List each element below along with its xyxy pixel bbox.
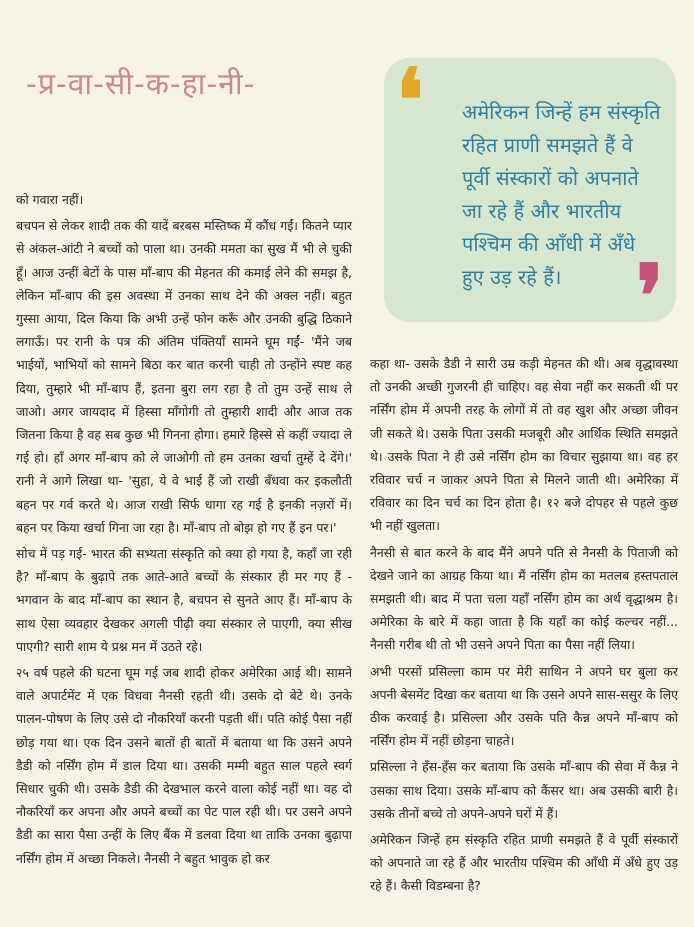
paragraph: प्रसिल्ला ने हँस-हँस कर बताया कि उसके माँ-बाप की सेवा में कैन्न ने उसका साथ दिया। उसके माँ-बाप को कैंसर था। अब उसकी बारी है। उसके तीनों बच्चे तो अपने-अपने घरों में हैं। (370, 759, 678, 821)
paragraph: सोच में पड़ गई- भारत की सभ्यता संस्कृति को क्या हो गया है, कहाँ जा रही है? माँ-बाप के बुढ़ापे तक आते-आते बच्चों के संस्कार ही मर गए हैं - भगवान के बाद माँ-बाप का स्थान है, बचपन से सुनते आए हैं। माँ-बाप के साथ ऐसा व्यवहार देखकर अगली पीढ़ी क्या संस्कार ले पाएगी, क्या सीख पाएगी? सारी शाम ये प्रश्न मन में उठते रहे। (16, 546, 352, 654)
close-quote-icon: ❜ (636, 246, 664, 347)
paragraph: नैनसी से बात करने के बाद मैंने अपने पति से नैनसी के पिताजी को देखने जाने का आग्रह किया था। मैं नर्सिंग होम का मतलब हस्तपताल समझती थी। बाद में पता चला यहाँ नर्सिंग होम का अर्थ वृद्धाश्रम है। अमेरिका के बारे में कहा जाता है कि यहाँ का कोई कल्चर नहीं... नैनसी गरीब थी तो भी उसने अपने पिता का पैसा नहीं लिया। (370, 544, 678, 653)
right-column (370, 352, 678, 901)
left-column (16, 188, 352, 873)
paragraph: कहा था- उसके डैडी ने सारी उम्र कड़ी मेहनत की थी। अब वृद्धावस्था तो उनकी अच्छी गुजरनी ही चाहिए। वह सेवा नहीं कर सकती थी पर नर्सिंग होम में अपनी तरह के लोगों में तो वह खुश और अच्छा जीवन जी सकते थे। उसके पिता उसकी मजबूरी और आर्थिक स्थिति समझते थे। उसके पिता ने ही उसे नर्सिंग होम का विचार सुझाया था। वह हर रविवार चर्च न जाकर अपने पिता से मिलने जाती थी। अमेरिका में रविवार का दिन चर्च का दिन होता है। १२ बजे दोपहर से पहले कुछ भी नहीं खुलता। (370, 356, 678, 534)
pull-quote-box (384, 50, 676, 347)
paragraph: बचपन से लेकर शादी तक की यादें बरबस मस्तिष्क में कौंध गईं। कितने प्यार से अंकल-आंटी ने बच्चों को पाला था। उनकी ममता का सुख मैं भी ले चुकी हूँ। आज उन्हीं बेटों के पास माँ-बाप की मेहनत की कमाई लेने की समझ है, लेकिन माँ-बाप की इस अवस्था में उनका साथ देने की अक्ल नहीं। बहुत गुस्सा आया, दिल किया कि अभी उन्हें फोन करूँ और उनकी बुद्धि ठिकाने लगाऊँ। पर रानी के पत्र की अंतिम पंक्तियाँ सामने घूम गईं- 'मैंने जब भाईयों, भाभियों को सामने बिठा कर बात करनी चाही तो उन्होंने स्पष्ट कह दिया, तुम्हारे भी माँ-बाप हैं, इतना बुरा लग रहा है तो तुम उन्हें साथ ले जाओ। अगर जायदाद में हिस्सा माँगोगी तो तुम्हारी शादी और आज तक जितना किया है वह सब कुछ भी गिनना होगा। हमारे हिस्से से कहीं ज्यादा ले गई हो। हाँ अगर माँ-बाप को ले जाओगी तो हम उनका खर्चा तुम्हें दे देंगे।' रानी ने आगे लिखा था- 'सुहा, ये वे भाई हैं जो राखी बँधवा कर इकलौती बहन पर गर्व करते थे। आज राखी सिर्फ धागा रह गई है इनकी नज़रों में। बहन पर किया खर्चा गिना जा रहा है। माँ-बाप तो बोझ हो गए हैं इन पर।' (16, 218, 352, 535)
paragraph: २५ वर्ष पहले की घटना घूम गई जब शादी होकर अमेरिका आई थी। सामने वाले अपार्टमेंट में एक विधवा नैनसी रहती थी। उसके दो बेटे थे। उनके पालन-पोषण के लिए उसे दो नौकरियाँ करनी पड़ती थीं। पति कोई पैसा नहीं छोड़ गया था। एक दिन उसने बातों ही बातों में बताया था कि उसने अपने डैडी को नर्सिंग होम में डाल दिया था। उसकी मम्मी बहुत साल पहले स्वर्ग सिधार चुकी थी। उसके डैडी की देखभाल करने वाला कोई नहीं था। वह दो नौकरियाँ कर अपना और अपने बच्चों का पेट पाल रही थी। पर उसने अपने डैडी का सारा पैसा उन्हीं के लिए बैंक में डलवा दिया था ताकि उनका बुढ़ापा नर्सिंग होम में अच्छा निकले। नैनसी ने बहुत भावुक हो कर (16, 665, 352, 866)
paragraph: अभी परसों प्रसिल्ला काम पर मेरी साथिन ने अपने घर बुला कर अपनी बेसमेंट दिखा कर बताया था कि उसने अपने सास-ससुर के लिए ठीक करवाई है। प्रसिल्ला और उसके पति कैन्न अपने माँ-बाप को नर्सिंग होम में नहीं छोड़ना चाहते। (370, 663, 678, 749)
paragraph: को गवारा नहीं। (16, 192, 84, 207)
open-quote-icon: ❛ (396, 50, 424, 151)
pull-quote-text: अमेरिकन जिन्हें हम संस्कृति रहित प्राणी समझते हैं वे पूर्वी संस्कारों को अपनाते जा रहे हैं और भारतीय पश्चिम की आँधी में अँधे हुए उड़ रहे हैं। (462, 100, 661, 289)
paragraph: अमेरिकन जिन्हें हम संस्कृति रहित प्राणी समझते हैं वे पूर्वी संस्कारों को अपनाते जा रहे हैं और भारतीय पश्चिम की आँधी में अँधे हुए उड़ रहे हैं। कैसी विडम्बना है? (370, 832, 678, 894)
section-header: -प्र-वा-सी-क-हा-नी- (26, 67, 256, 102)
